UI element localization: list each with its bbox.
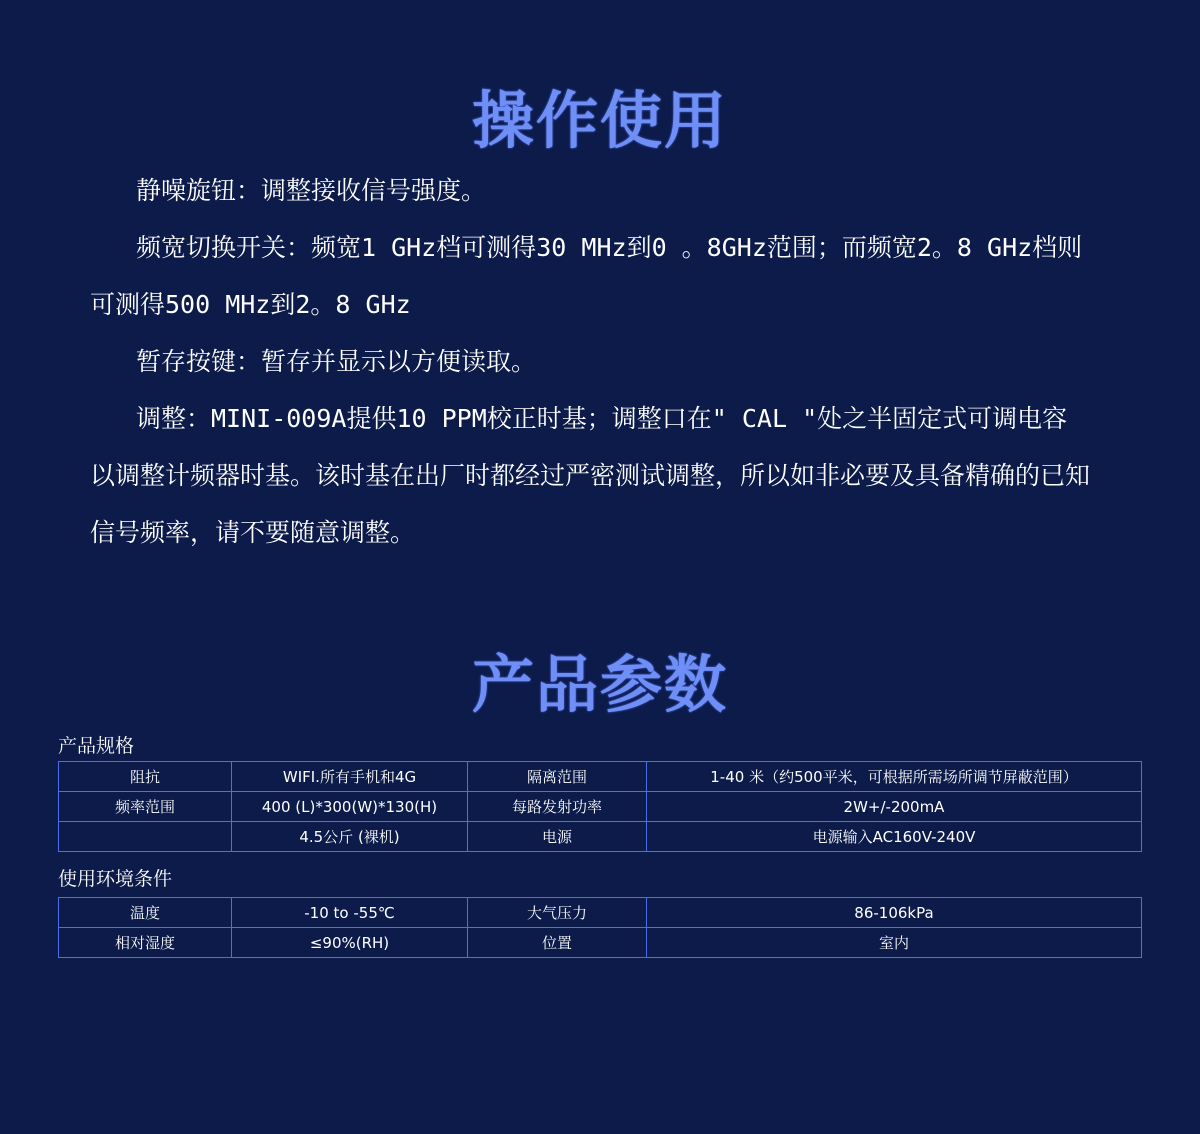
spec-cell: 电源 xyxy=(468,822,647,852)
table-row xyxy=(59,792,1142,822)
table-row xyxy=(59,928,1142,958)
env-cell: 相对湿度 xyxy=(59,928,232,958)
params-section-title: 产品参数 xyxy=(471,647,728,721)
env-cell: 温度 xyxy=(59,898,232,928)
spec-cell: 1-40 米（约500平米，可根据所需场所调节屏蔽范围） xyxy=(647,762,1142,792)
usage-paragraph-bandwidth-switch: 频宽切换开关：频宽1 GHz档可测得30 MHz到0 。8GHz范围；而频宽2。8 GHz档则可测得500 MHz到2。8 GHz xyxy=(90,233,1083,319)
table-row xyxy=(59,898,1142,928)
table-row xyxy=(59,822,1142,852)
table-row xyxy=(59,762,1142,792)
env-cell: 室内 xyxy=(647,928,1142,958)
env-cell: -10 to -55℃ xyxy=(232,898,468,928)
spec-cell: 隔离范围 xyxy=(468,762,647,792)
spec-cell: 电源输入AC160V-240V xyxy=(647,822,1142,852)
env-table xyxy=(58,897,1142,958)
env-cell: 86-106kPa xyxy=(647,898,1142,928)
spec-cell: WIFI.所有手机和4G xyxy=(232,762,468,792)
usage-section-title: 操作使用 xyxy=(471,83,728,157)
spec-table xyxy=(58,761,1142,852)
spec-cell: 频率范围 xyxy=(59,792,232,822)
spec-cell: 阻抗 xyxy=(59,762,232,792)
env-cell: ≤90%(RH) xyxy=(232,928,468,958)
usage-paragraph-calibration: 调整：MINI-009A提供10 PPM校正时基；调整口在" CAL "处之半固定式可调电容以调整计频器时基。该时基在出厂时都经过严密测试调整，所以如非必要及具备精确的已知信号频率，请不要随意调整。 xyxy=(90,404,1091,547)
spec-cell: 4.5公斤 (裸机) xyxy=(232,822,468,852)
usage-paragraph-squelch: 静噪旋钮：调整接收信号强度。 xyxy=(136,176,487,205)
env-cell: 位置 xyxy=(468,928,647,958)
env-cell: 大气压力 xyxy=(468,898,647,928)
spec-cell xyxy=(59,822,232,852)
usage-instructions xyxy=(90,162,1090,561)
usage-paragraph-hold-button: 暂存按键：暂存并显示以方便读取。 xyxy=(136,347,537,376)
spec-cell: 2W+/-200mA xyxy=(647,792,1142,822)
env-group-label: 使用环境条件 xyxy=(58,868,173,890)
spec-group-label: 产品规格 xyxy=(58,735,135,757)
spec-cell: 每路发射功率 xyxy=(468,792,647,822)
spec-cell: 400 (L)*300(W)*130(H) xyxy=(232,792,468,822)
